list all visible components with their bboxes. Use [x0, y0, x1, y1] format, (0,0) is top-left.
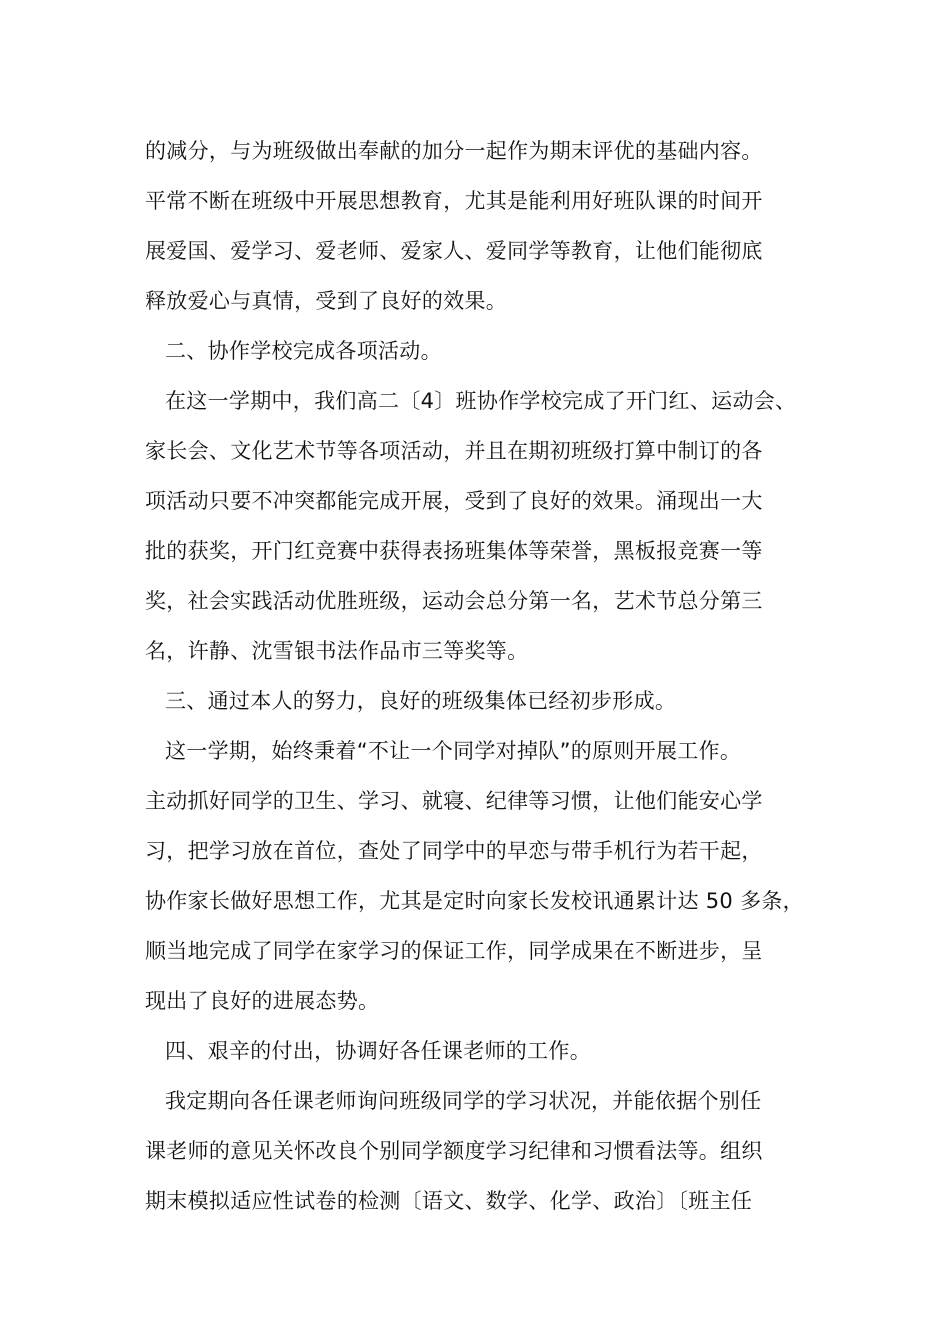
body-text-line: 名，许静、沈雪银书法作品市三等奖等。 [145, 639, 529, 663]
section-heading: 二、协作学校完成各项活动。 [165, 339, 442, 363]
body-text-line: 在这一学期中，我们高二〔4〕班协作学校完成了开门红、运动会、 [165, 389, 797, 413]
body-text-line: 项活动只要不冲突都能完成开展，受到了良好的效果。涌现出一大 [145, 489, 763, 513]
body-text-line: 奖，社会实践活动优胜班级，运动会总分第一名，艺术节总分第三 [145, 589, 763, 613]
body-text-line: 的减分，与为班级做出奉献的加分一起作为期末评优的基础内容。 [145, 139, 763, 163]
body-text-line: 课老师的意见关怀改良个别同学额度学习纪律和习惯看法等。组织 [145, 1139, 763, 1163]
body-text-line: 释放爱心与真情，受到了良好的效果。 [145, 289, 508, 313]
body-text-line: 批的获奖，开门红竞赛中获得表扬班集体等荣誉，黑板报竞赛一等 [145, 539, 763, 563]
body-text-line: 家长会、文化艺术节等各项活动，并且在期初班级打算中制订的各 [145, 439, 763, 463]
body-text-line: 这一学期，始终秉着“不让一个同学对掉队”的原则开展工作。 [165, 739, 742, 763]
body-text-line: 展爱国、爱学习、爱老师、爱家人、爱同学等教育，让他们能彻底 [145, 239, 763, 263]
body-text-line: 平常不断在班级中开展思想教育，尤其是能利用好班队课的时间开 [145, 189, 763, 213]
body-text-line: 协作家长做好思想工作，尤其是定时向家长发校讯通累计达 50 多条， [145, 889, 804, 913]
section-heading: 四、艰辛的付出，协调好各任课老师的工作。 [165, 1039, 591, 1063]
body-text-line: 习，把学习放在首位，查处了同学中的早恋与带手机行为若干起， [145, 839, 763, 863]
body-text-line: 顺当地完成了同学在家学习的保证工作，同学成果在不断进步，呈 [145, 939, 763, 963]
body-text-line: 现出了良好的进展态势。 [145, 989, 380, 1013]
body-text-line: 主动抓好同学的卫生、学习、就寝、纪律等习惯，让他们能安心学 [145, 789, 763, 813]
section-heading: 三、通过本人的努力，良好的班级集体已经初步形成。 [165, 689, 677, 713]
body-text-line: 期末模拟适应性试卷的检测〔语文、数学、化学、政治〕〔班主任 [145, 1189, 753, 1213]
body-text-line: 我定期向各任课老师询问班级同学的学习状况，并能依据个别任 [165, 1089, 762, 1113]
